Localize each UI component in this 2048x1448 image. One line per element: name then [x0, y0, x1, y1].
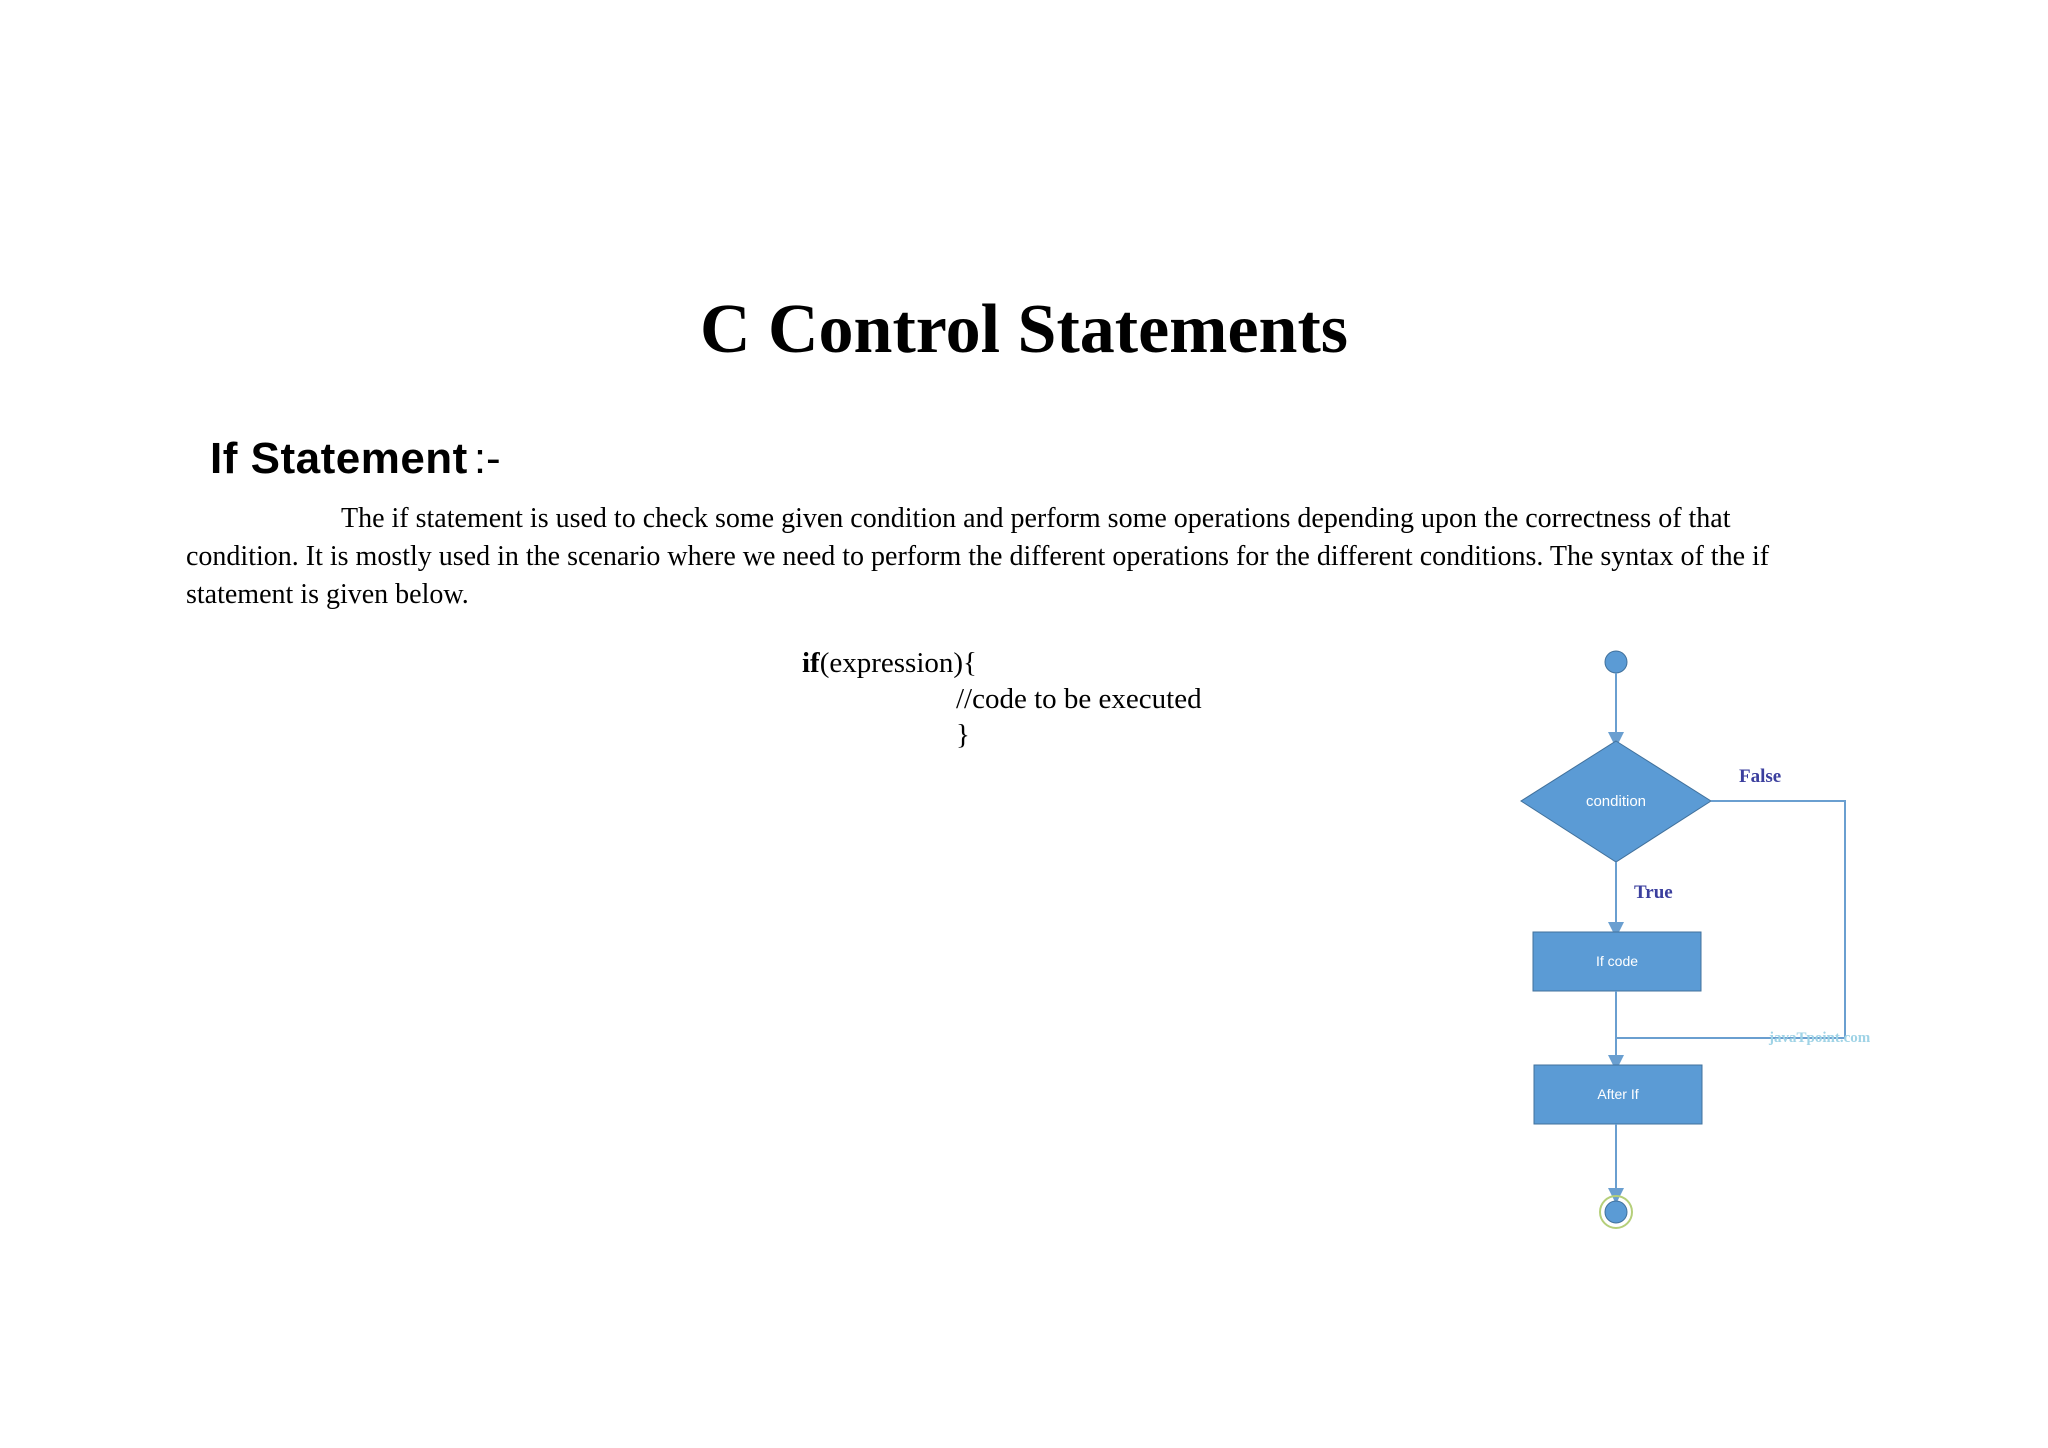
code-line-1 [802, 645, 1202, 681]
if-flowchart [1500, 640, 1900, 1240]
watermark: javaTpoint.com [1769, 1030, 1871, 1046]
page-title: C Control Statements [699, 291, 1349, 368]
section-heading [210, 434, 501, 483]
after-if-label: After If [1597, 1086, 1639, 1102]
condition-label: condition [1585, 793, 1647, 810]
code-block [802, 645, 1202, 753]
end-node [1605, 1201, 1627, 1223]
false-label: False [1739, 766, 1782, 787]
if-code-label: If code [1595, 953, 1639, 969]
code-line-1-rest: (expression){ [819, 647, 977, 679]
code-keyword: if [802, 647, 820, 679]
section-heading-name: If Statement [210, 434, 468, 483]
code-line-3: } [956, 719, 970, 751]
section-heading-suffix: :- [473, 434, 501, 483]
true-label: True [1634, 882, 1673, 903]
code-line-2: //code to be executed [956, 683, 1202, 715]
start-node [1605, 651, 1627, 673]
section-paragraph: The if statement is used to check some given condition and perform some operations depending upon the correctness of that condition. It is mostly used in the scenario where we need to perform the different operations for the different conditions. The syntax of the if statement is given below. [186, 503, 1770, 610]
